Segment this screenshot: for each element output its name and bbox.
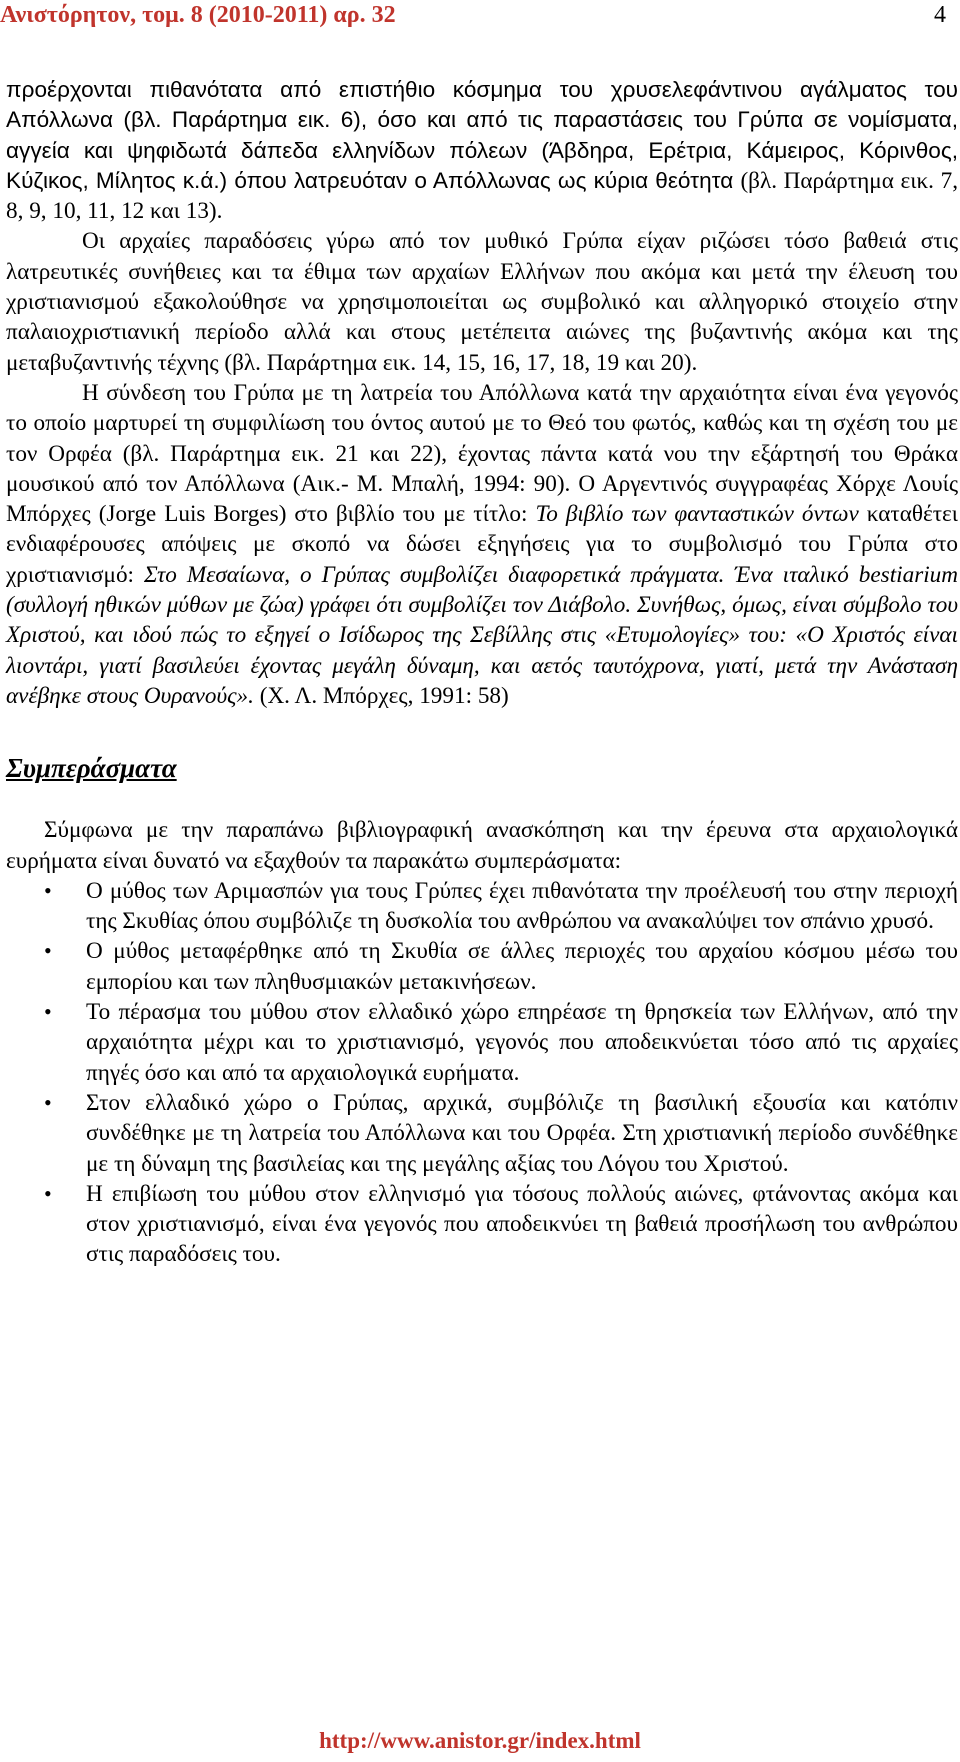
bullet-icon: • [44, 877, 52, 903]
conclusions-intro: Σύμφωνα με την παραπάνω βιβλιογραφική ανασκόπηση και την έρευνα στα αρχαιολογικά ευρήματα είναι δυνατό να εξαχθούν τα παρακάτω συμπεράσματα: [6, 817, 958, 874]
bullet-icon: • [44, 1089, 52, 1115]
page-header [0, 0, 946, 36]
citation: (Χ. Λ. Μπόρχες, 1991: 58) [253, 682, 509, 709]
paragraph-text: Η σύνδεση του Γρύπα με τη λατρεία του Απόλλωνα κατά την αρχαιότητα είναι ένα γεγονός το οποίο μαρτυρεί τη συμφιλίωση του όντος αυτού με το Θεό του φωτός, καθώς και τη σχέση του με τον Ορφέα (βλ. Παράρτημα εικ. 21 και 22), έχοντας πάντα κατά νου την εξάρτησή του Θράκα μουσικού από τον Απόλλωνα (Αικ.- Μ. Μπαλή, 1994: 90). Ο Αργεντινός συγγραφέας Χόρχε Λουίς Μπόρχες (Jorge Luis Borges) στο βιβλίο του με τίτλο: [6, 379, 958, 528]
paragraph-text: προέρχονται πιθανότατα από επιστήθιο κόσμημα του χρυσελεφάντινου αγάλματος του Απόλλωνα (βλ. Παράρτημα εικ. 6), [6, 77, 958, 133]
paragraph-christian-tradition: Οι αρχαίες παραδόσεις γύρω από τον μυθικό Γρύπα είχαν ριζώσει τόσο βαθειά στις λατρευτικές συνήθειες και τα έθιμα των αρχαίων Ελλήνων που ακόμα και μετά την έλευση του χριστιανισμού εξακολούθησε να χρησιμοποιείται ως συμβολικό και αλληγορικό στοιχείο στην παλαιοχριστιανική περίοδο αλλά και στους μετέπειτα αιώνες της βυζαντινής ακόμα και της μεταβυζαντινής τέχνης (βλ. Παράρτημα εικ. 14, 15, 16, 17, 18, 19 και 20). [6, 228, 958, 376]
borges-quote: Στο Μεσαίωνα, ο Γρύπας συμβολίζει διαφορετικά πράγματα. Ένα ιταλικό bestiarium (συλλογή ηθικών μύθων με ζώα) γράφει ότι συμβολίζει τον Διάβολο. Συνήθως, όμως, είναι σύμβολο του Χριστού, και ιδού πώς το εξηγεί ο Ισίδωρος της Σεβίλλης στις «Ετυμολογίες» του: «Ο Χριστός είναι λιοντάρι, γιατί βασιλεύει έχοντας μεγάλη δύναμη, και αετός ταυτόχρονα, γιατί, μετά την Ανάσταση ανέβηκε στους Ουρανούς». [6, 561, 958, 709]
paragraph-text: όσο και από τις παραστάσεις του Γρύπα σε νομίσματα, αγγεία και ψηφιδωτά δάπεδα ελληνίδων πόλεων (Άβδηρα, Ερέτρια, Κάμειρος, Κόρινθος, Κύζικος, Μίλητος κ.ά.) όπου λατρευόταν ο Απόλλωνας ως κύρια θεότητα [6, 107, 958, 193]
list-item [6, 1088, 958, 1179]
list-item [6, 1179, 958, 1270]
footer-link[interactable]: http://www.anistor.gr/index.html [319, 1728, 641, 1753]
paragraph-text: (βλ. Παράρτημα εικ. 7, 8, 9, 10, 11, 12 και 13). [6, 167, 958, 225]
journal-title: Ανιστόρητον, τομ. 8 (2010-2011) αρ. 32 [0, 2, 396, 28]
bullet-icon: • [44, 938, 52, 964]
bullet-icon: • [44, 999, 52, 1025]
list-item-text: Στον ελλαδικό χώρο ο Γρύπας, αρχικά, συμβόλιζε τη βασιλική εξουσία και κατόπιν συνδέθηκε με τη λατρεία του Απόλλωνα και του Ορφέα. Στη χριστιανική περίοδο συνδέθηκε με τη δύναμη της βασιλείας και της μεγάλης αξίας του Λόγου του Χριστού. [86, 1089, 958, 1177]
list-item-text: Ο μύθος μεταφέρθηκε από τη Σκυθία σε άλλες περιοχές του αρχαίου κόσμου μέσω του εμπορίου και των πληθυσμιακών μετακινήσεων. [86, 938, 958, 995]
section-heading-conclusions: Συμπεράσματα [6, 753, 177, 784]
bullet-icon: • [44, 1180, 52, 1206]
paragraph-continuation [6, 75, 958, 226]
list-item-text: Η επιβίωση του μύθου στον ελληνισμό για τόσους πολλούς αιώνες, φτάνοντας ακόμα και στον χριστιανισμό, είναι ένα γεγονός που αποδεικνύει τη βαθειά προσήλωση του ανθρώπου στις παραδόσεις του. [86, 1180, 958, 1268]
list-item [6, 936, 958, 997]
page-number: 4 [934, 2, 946, 28]
paragraph-text: καταθέτει ενδιαφέρουσες απόψεις με σκοπό να δώσει εξηγήσεις για το συμβολισμό του Γρύπα στο χριστιανισμό: [6, 501, 958, 588]
book-title: Το βιβλίο των φανταστικών όντων [535, 501, 859, 528]
list-item [6, 876, 958, 937]
list-item-text: Το πέρασμα του μύθου στον ελλαδικό χώρο επηρέασε τη θρησκεία των Ελλήνων, από την αρχαιότητα μέχρι και το χριστιανισμό, γεγονός που αποδεικνύεται τόσο από τις αρχαίες πηγές όσο και από τα αρχαιολογικά ευρήματα. [86, 999, 958, 1086]
conclusions-list [6, 876, 958, 1270]
paragraph-apollo-connection [6, 378, 958, 711]
list-item-text: Ο μύθος των Αριμασπών για τους Γρύπες έχει πιθανότατα την προέλευσή του στην περιοχή της Σκυθίας όπου συμβόλιζε τη δυσκολία του ανθρώπου να ανακαλύψει τον σπάνιο χρυσό. [86, 877, 958, 935]
article-body [6, 75, 958, 1270]
list-item [6, 997, 958, 1088]
